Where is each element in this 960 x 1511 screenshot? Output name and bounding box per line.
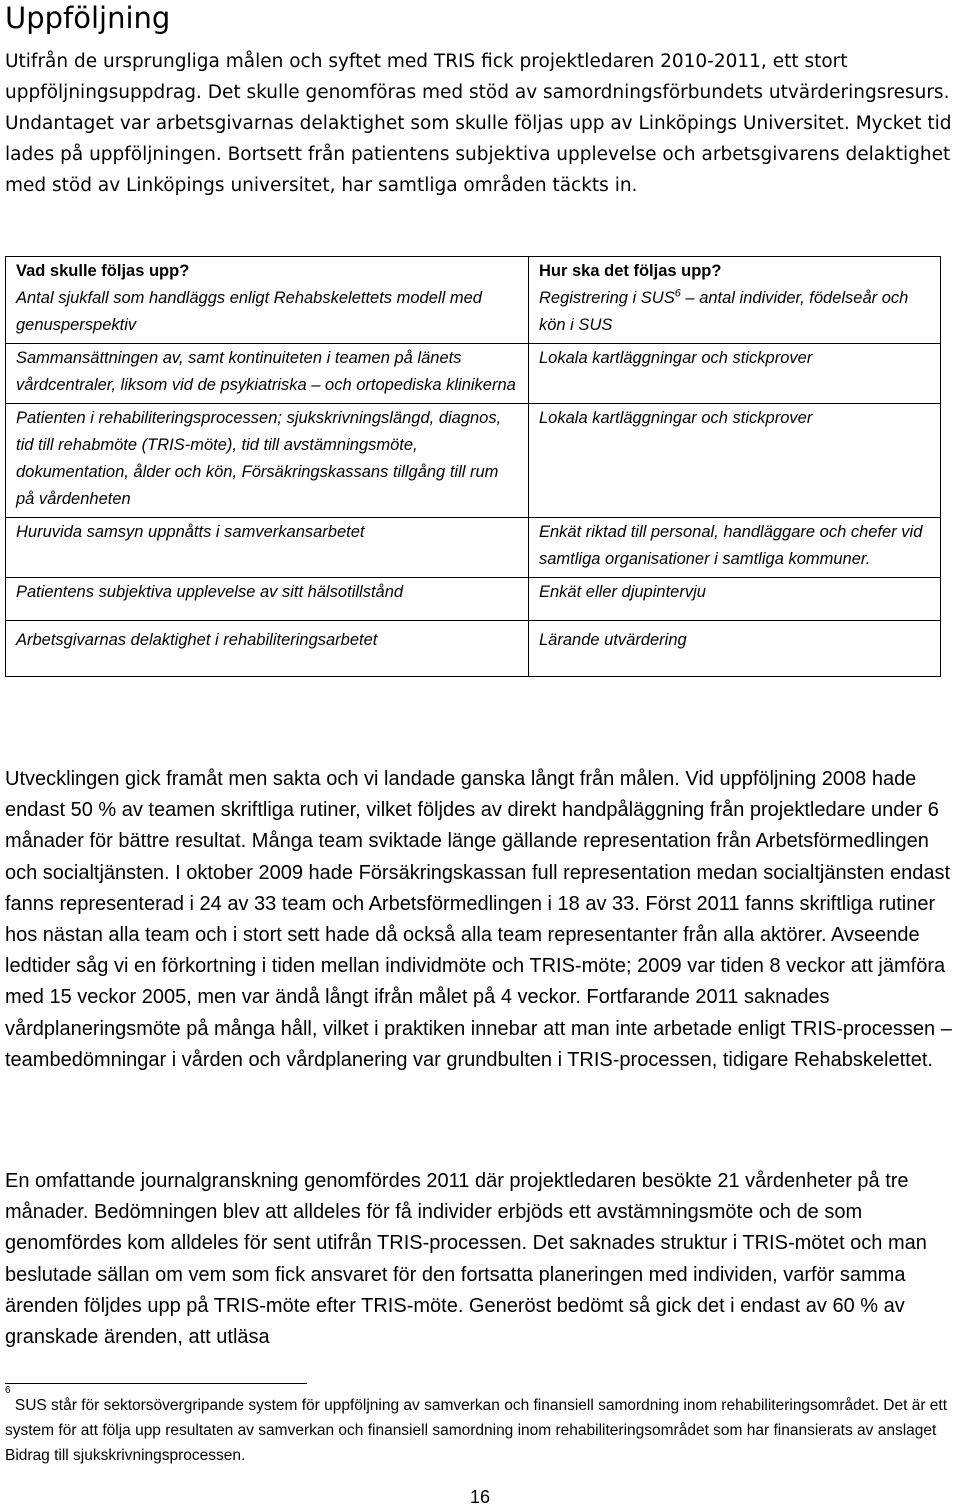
cell-how-text-post: – antal individer, födelseår och kön i SUS xyxy=(539,289,909,334)
footnote-marker: 6 xyxy=(5,1385,11,1396)
follow-up-table xyxy=(5,256,941,677)
cell-how-text xyxy=(539,285,932,339)
footnote xyxy=(5,1385,955,1468)
intro-paragraph: Utifrån de ursprungliga målen och syftet med TRIS fick projektledaren 2010-2011, ett stort uppföljningsuppdrag. Det skulle genomföras med stöd av samordningsförbundets utvärderingsresurs. Undantaget var arbetsgivarnas delaktighet som skulle följas upp av Linköpings Universitet. Mycket tid lades på uppföljningen. Bortsett från patientens subjektiva upplevelse och arbetsgivarens delaktighet med stöd av Linköpings universitet, har samtliga områden täckts in. xyxy=(5,51,952,196)
footnote-reference: 6 xyxy=(674,287,681,300)
table-row xyxy=(6,621,941,677)
page-number: 16 xyxy=(469,1487,491,1507)
table-row xyxy=(6,578,941,621)
cell-how-text: Enkät riktad till personal, handläggare och chefer vid samtliga organisationer i samtliga kommuner. xyxy=(529,518,941,578)
cell-what-text: Patienten i rehabiliteringsprocessen; sjukskrivningslängd, diagnos, tid till rehabmöte (TRIS-möte), tid till avstämningsmöte, dokumentation, ålder och kön, Försäkringskassans tillgång till rum på vårdenheten xyxy=(6,404,529,518)
table-row xyxy=(6,518,941,578)
cell-how-text-pre: Registrering i SUS xyxy=(539,289,675,307)
footnote-separator xyxy=(5,1383,307,1384)
page-title: Uppföljning xyxy=(5,1,171,35)
column-header-how: Hur ska det följas upp? xyxy=(539,262,722,280)
table-row xyxy=(6,257,941,344)
body-paragraph: Utvecklingen gick framåt men sakta och vi landade ganska långt från målen. Vid uppföljning 2008 hade endast 50 % av teamen skriftliga rutiner, vilket följdes av direkt handpåläggning från projektledare under 6 månader för bättre resultat. Många team sviktade länge gällande representation från Arbetsförmedlingen och socialtjänsten. I oktober 2009 hade Försäkringskassan full representation medan socialtjänsten endast fanns representerad i 24 av 33 team och Arbetsförmedlingen i 18 av 33. Först 2011 fanns skriftliga rutiner hos nästan alla team och i stort sett hade då också alla team representanter från alla aktörer. Avseende ledtider såg vi en förkortning i tiden mellan individmöte och TRIS-möte; 2009 var tiden 8 veckor att jämföra med 15 veckor 2005, men var ändå långt ifrån målet på 4 veckor. Fortfarande 2011 saknades vårdplaneringsmöte på många håll, vilket i praktiken innebar att man inte arbetade enligt TRIS-processen – teambedömningar i vården och vårdplanering var grundbulten i TRIS-processen, tidigare Rehabskelettet. xyxy=(5,768,952,1071)
table-cell-what xyxy=(6,257,529,344)
body-paragraph: En omfattande journalgranskning genomfördes 2011 där projektledaren besökte 21 vårdenheter på tre månader. Bedömningen blev att alldeles för få individer erbjöds ett avstämningsmöte och de som genomfördes kom alldeles för sent utifrån TRIS-processen. Det saknades struktur i TRIS-mötet och man beslutade sällan om vem som fick ansvaret för den fortsatta planeringen med individen, varför samma ärenden följdes upp på TRIS-möte efter TRIS-möte. Generöst bedömt så gick det i endast av 60 % av granskade ärenden, att utläsa xyxy=(5,1170,927,1349)
cell-what-text: Sammansättningen av, samt kontinuiteten i teamen på länets vårdcentraler, liksom vid de psykiatriska – och ortopediska klinikerna xyxy=(6,344,529,404)
table-cell-how xyxy=(529,257,941,344)
footnote-text: SUS står för sektorsövergripande system för uppföljning av samverkan och finansiell samordning inom rehabiliteringsområdet. Det är ett system för att följa upp resultaten av samverkan och finansiell samordning inom rehabiliteringsområdet som har finansierats av anslaget Bidrag till sjukskrivningsprocessen. xyxy=(5,1397,948,1464)
cell-what-text: Arbetsgivarnas delaktighet i rehabiliteringsarbetet xyxy=(6,621,529,677)
cell-how-text: Lärande utvärdering xyxy=(529,621,941,677)
table-row xyxy=(6,344,941,404)
cell-how-text: Lokala kartläggningar och stickprover xyxy=(529,344,941,404)
cell-what-text: Antal sjukfall som handläggs enligt Rehabskelettets modell med genusperspektiv xyxy=(16,289,482,334)
cell-what-text: Huruvida samsyn uppnåtts i samverkansarbetet xyxy=(6,518,529,578)
table-row xyxy=(6,404,941,518)
cell-how-text: Enkät eller djupintervju xyxy=(529,578,941,621)
cell-what-text: Patientens subjektiva upplevelse av sitt hälsotillstånd xyxy=(6,578,529,621)
column-header-what: Vad skulle följas upp? xyxy=(16,262,190,280)
cell-how-text: Lokala kartläggningar och stickprover xyxy=(529,404,941,518)
